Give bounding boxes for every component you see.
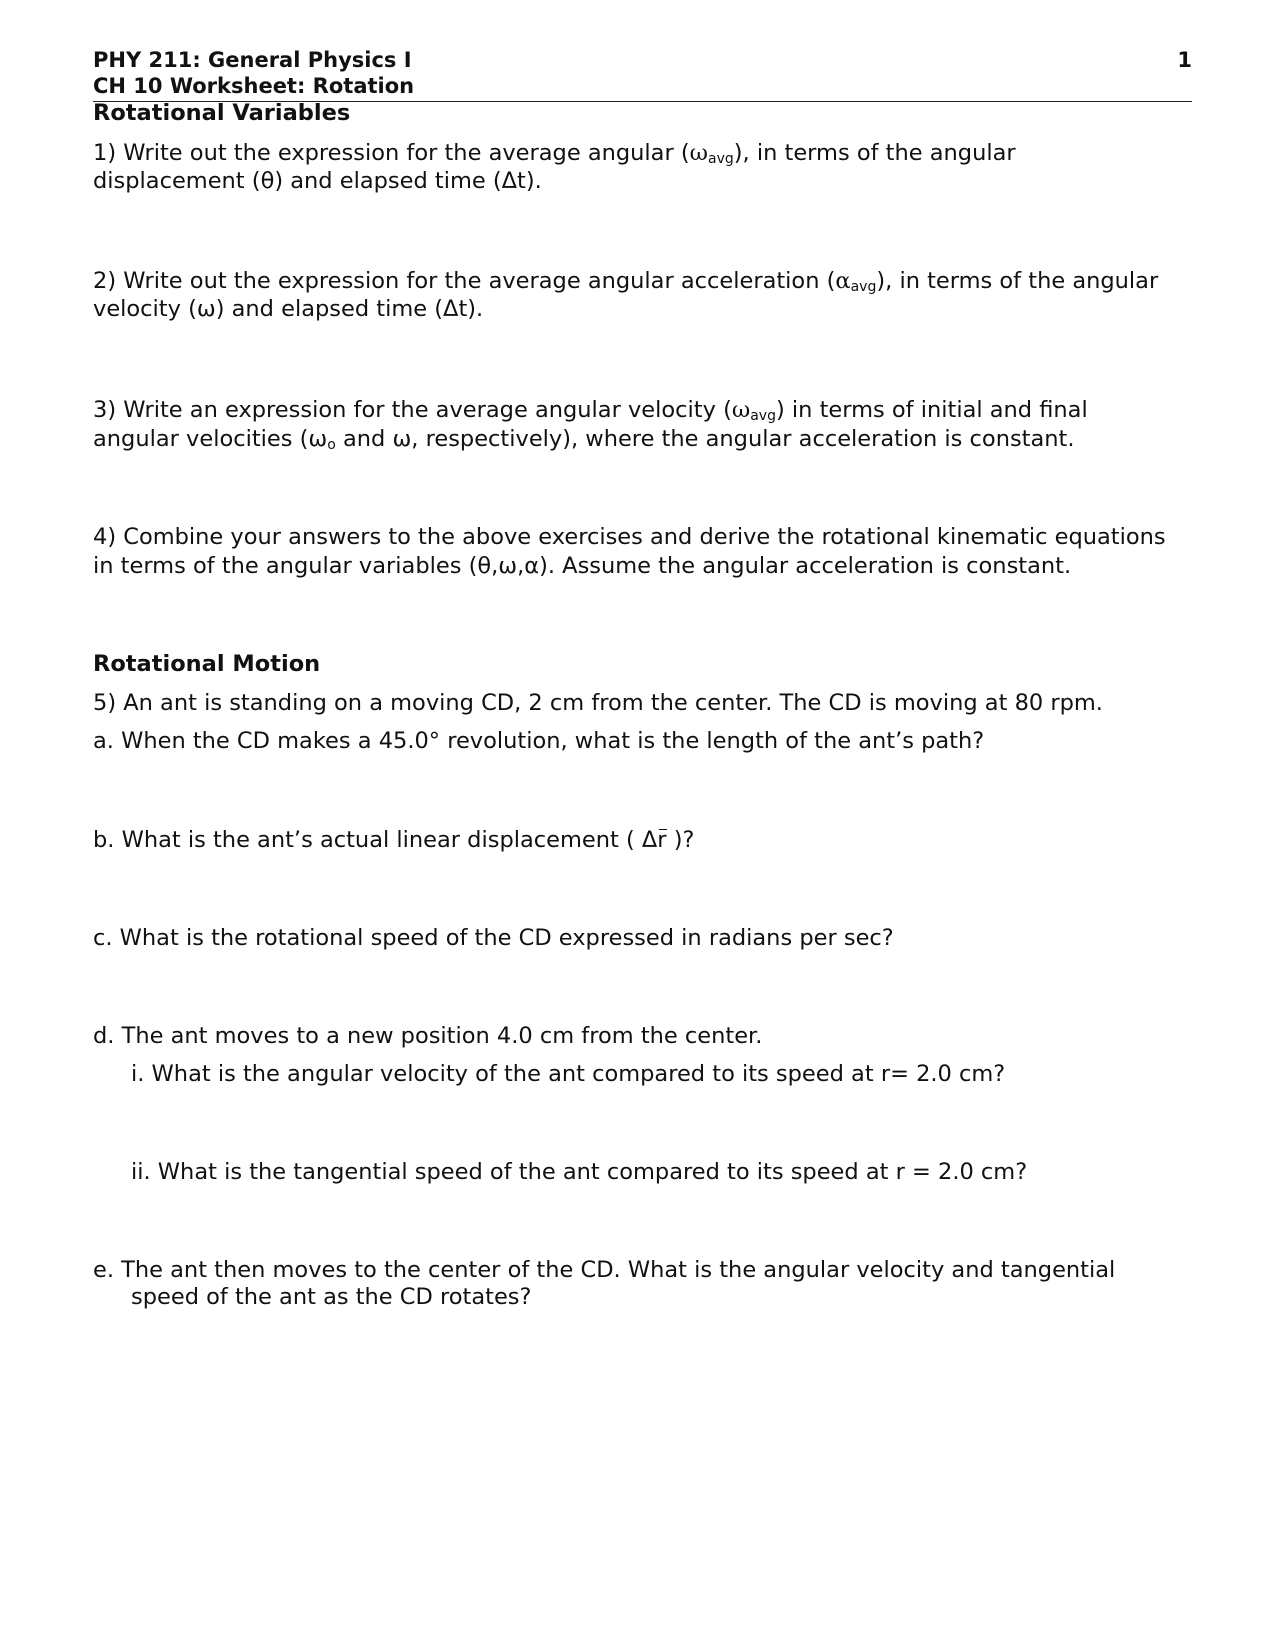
section-title-rotational-motion: Rotational Motion: [93, 651, 321, 677]
q2-text-a: 2) Write out the expression for the average angular acceleration (: [93, 268, 836, 294]
question-5b: [93, 825, 694, 855]
alpha-symbol: α: [835, 268, 851, 294]
subscript-o: o: [327, 437, 336, 453]
question-5d: d. The ant moves to a new position 4.0 cm from the center.: [93, 1023, 763, 1049]
question-3-line-1: [93, 395, 1088, 425]
question-5e-line-2: speed of the ant as the CD rotates?: [131, 1284, 532, 1310]
subscript-avg: avg: [850, 279, 877, 295]
question-5e-line-1: e. The ant then moves to the center of the CD. What is the angular velocity and tangential: [93, 1257, 1116, 1283]
omega-symbol: ω: [731, 397, 751, 423]
q3-text-a: 3) Write an expression for the average angular velocity (: [93, 397, 732, 423]
worksheet-title: CH 10 Worksheet: Rotation: [93, 74, 415, 98]
page-number: 1: [1177, 48, 1192, 72]
question-4-line-2: in terms of the angular variables (θ,ω,α). Assume the angular acceleration is constant.: [93, 553, 1072, 579]
question-2-line-2: velocity (ω) and elapsed time (Δt).: [93, 296, 484, 322]
question-5-stem: 5) An ant is standing on a moving CD, 2 cm from the center. The CD is moving at 80 rpm.: [93, 690, 1103, 716]
q3-line2-b: and ω, respectively), where the angular acceleration is constant.: [335, 426, 1075, 452]
omega-symbol: ω: [689, 140, 708, 166]
question-1-line-2: displacement (θ) and elapsed time (Δt).: [93, 168, 542, 194]
q5b-text-b: )?: [666, 827, 695, 853]
question-5d-ii: ii. What is the tangential speed of the ant compared to its speed at r = 2.0 cm?: [131, 1159, 1028, 1185]
page-header: [93, 47, 1192, 102]
vector-r-symbol: r: [657, 827, 667, 853]
question-5d-i: i. What is the angular velocity of the ant compared to its speed at r= 2.0 cm?: [131, 1061, 1006, 1087]
q3-text-b: ) in terms of initial and final: [775, 397, 1088, 423]
subscript-avg: avg: [750, 408, 776, 424]
q2-text-b: ), in terms of the angular: [876, 268, 1159, 294]
question-5c: c. What is the rotational speed of the CD expressed in radians per sec?: [93, 925, 894, 951]
question-5a: a. When the CD makes a 45.0° revolution, what is the length of the ant’s path?: [93, 728, 985, 754]
question-4-line-1: 4) Combine your answers to the above exercises and derive the rotational kinematic equations: [93, 524, 1166, 550]
q1-text-b: ), in terms of the angular: [733, 140, 1016, 166]
q5b-text-a: b. What is the ant’s actual linear displacement ( Δ: [93, 827, 658, 853]
course-title: PHY 211: General Physics I: [93, 48, 412, 72]
question-1-line-1: [93, 138, 1016, 168]
subscript-avg: avg: [708, 151, 734, 167]
q3-line2-a: angular velocities (ω: [93, 426, 328, 452]
q1-text-a: 1) Write out the expression for the average angular (: [93, 140, 690, 166]
section-title-rotational-variables: Rotational Variables: [93, 100, 351, 126]
question-3-line-2: [93, 424, 1075, 454]
question-2-line-1: [93, 266, 1158, 296]
